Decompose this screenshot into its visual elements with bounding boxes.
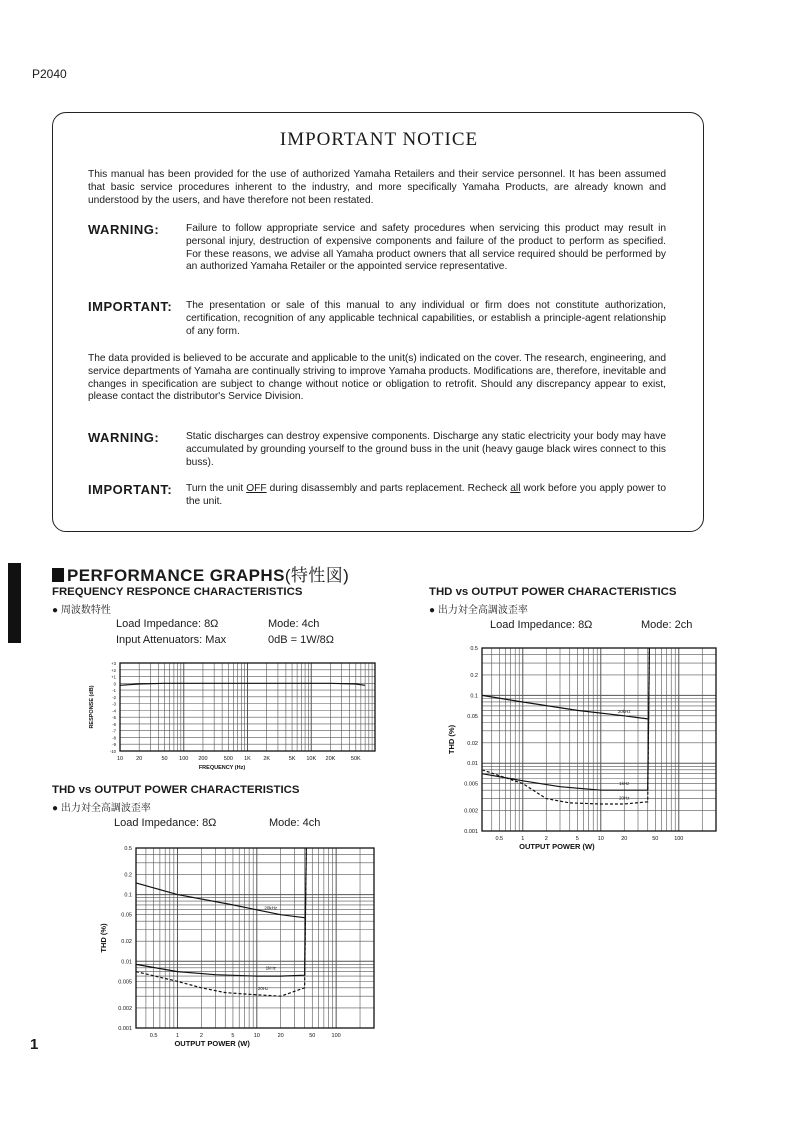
warning-label-1: WARNING: xyxy=(88,222,160,237)
freq-odb: 0dB = 1W/8Ω xyxy=(268,634,335,646)
thd-4ch-chart xyxy=(92,840,387,1055)
y-tick-label: 0.002 xyxy=(464,808,478,815)
y-tick-label: -3 xyxy=(112,701,116,707)
x-tick-label: 1K xyxy=(244,756,251,762)
x-tick-label: 50K xyxy=(350,756,361,762)
thd4-section-title: THD vs OUTPUT POWER CHARACTERISTICS xyxy=(52,784,300,796)
freq-section-jp: ● 周波数特性 xyxy=(52,605,111,616)
series-label-1khz: 1kHz xyxy=(619,780,630,786)
square-bullet-icon xyxy=(52,568,64,582)
y-tick-label: -9 xyxy=(112,742,116,748)
x-axis-label: OUTPUT POWER (W) xyxy=(174,1039,250,1048)
y-tick-label: 0.2 xyxy=(124,872,132,879)
freq-load: Load Impedance: 8Ω xyxy=(116,618,219,630)
x-tick-label: 20K xyxy=(325,756,336,762)
y-tick-label: 0 xyxy=(113,681,116,687)
series-label-20khz: 20kHz xyxy=(264,905,278,911)
y-tick-label: -5 xyxy=(112,715,116,721)
y-tick-label: +3 xyxy=(111,661,116,666)
important-text-1: The presentation or sale of this manual to any individual or firm does not constitute authorization, certification, recognition of any applicable technical capabilities, or establish a principle-agent relationship of any form. xyxy=(186,300,666,337)
y-tick-label: 0.02 xyxy=(467,740,478,747)
y-tick-label: 0.005 xyxy=(464,781,478,788)
performance-graphs-heading: PERFORMANCE GRAPHS(特性図) xyxy=(52,561,349,586)
x-tick-label: 500 xyxy=(223,756,233,762)
x-tick-label: 20 xyxy=(277,1033,284,1039)
data-disclaimer: The data provided is believed to be accurate and applicable to the unit(s) indicated on the cover. The research, engineering, and service departments of Yamaha are continually striving to improve Yamaha products. Modifications are, therefore, inevitable and changes in specification are subject to change without notice or obligation to retrofit. Should any discrepancy appear to exist, please contact the distributor's Service Division. xyxy=(88,353,666,403)
x-tick-label: 50 xyxy=(161,756,168,762)
x-tick-label: 2 xyxy=(199,1033,203,1039)
frequency-response-chart xyxy=(84,655,384,780)
thd2-mode: Mode: 2ch xyxy=(641,619,693,631)
x-tick-label: 10 xyxy=(116,756,124,762)
series-label-20hz: 20Hz xyxy=(257,986,269,992)
y-tick-label: 0.05 xyxy=(121,912,132,919)
series-label-1khz: 1kHz xyxy=(265,965,276,971)
y-tick-label: +2 xyxy=(111,667,116,673)
y-axis-label: RESPONSE (dB) xyxy=(89,685,95,729)
model-number: P2040 xyxy=(32,67,67,81)
y-tick-label: 0.1 xyxy=(470,693,478,700)
y-tick-label: 0.02 xyxy=(121,939,132,946)
x-tick-label: 5 xyxy=(575,836,579,842)
series-line-20khz xyxy=(482,695,648,719)
series-line-20khz xyxy=(136,883,305,918)
y-tick-label: -8 xyxy=(112,735,116,741)
important-notice-box xyxy=(52,112,704,532)
x-tick-label: 5 xyxy=(231,1033,235,1039)
y-tick-label: 0.001 xyxy=(464,829,478,835)
y-tick-label: -4 xyxy=(112,708,116,714)
important-label-2: IMPORTANT: xyxy=(88,482,173,497)
y-axis-label: THD (%) xyxy=(99,923,108,953)
warning-text-2: Static discharges can destroy expensive components. Discharge any static electricity your body may have accumulated by grounding yourself to the ground buss in the unit (heavy gauge black wires connect to this buss). xyxy=(186,431,666,468)
y-tick-label: -1 xyxy=(112,688,116,694)
page-number: 1 xyxy=(30,1036,39,1053)
thd4-mode: Mode: 4ch xyxy=(269,817,321,829)
y-tick-label: 0.01 xyxy=(467,761,478,768)
thd2-section-title: THD vs OUTPUT POWER CHARACTERISTICS xyxy=(429,586,677,598)
thd2-load: Load Impedance: 8Ω xyxy=(490,619,593,631)
freq-atten: Input Attenuators: Max xyxy=(116,634,227,646)
y-tick-label: 0.01 xyxy=(121,959,132,966)
y-tick-label: +1 xyxy=(111,674,116,680)
warning-label-2: WARNING: xyxy=(88,430,160,445)
plot-frame xyxy=(136,848,374,1028)
x-tick-label: 100 xyxy=(331,1033,341,1039)
series-line-response xyxy=(120,683,365,685)
x-tick-label: 1 xyxy=(175,1033,180,1039)
freq-section-title: FREQUENCY RESPONCE CHARACTERISTICS xyxy=(52,586,303,598)
y-tick-label: 0.005 xyxy=(118,979,132,986)
page-edge-tab xyxy=(8,563,21,643)
important-text-2: Turn the unit OFF during disassembly and parts replacement. Recheck all work before you apply power to the unit. xyxy=(186,483,666,507)
x-tick-label: 0.5 xyxy=(495,836,504,842)
x-tick-label: 2 xyxy=(544,836,548,842)
x-tick-label: 100 xyxy=(179,756,189,762)
thd4-section-jp: ● 出力対全高調波歪率 xyxy=(52,803,151,814)
series-label-20hz: 20Hz xyxy=(619,795,630,801)
plot-frame xyxy=(482,648,716,831)
y-tick-label: 0.5 xyxy=(470,646,478,652)
x-tick-label: 10 xyxy=(597,836,604,842)
y-tick-label: 0.05 xyxy=(467,713,478,720)
x-tick-label: 50 xyxy=(309,1033,316,1039)
important-label-1: IMPORTANT: xyxy=(88,299,173,314)
thd4-load: Load Impedance: 8Ω xyxy=(114,817,217,829)
x-tick-label: 0.5 xyxy=(149,1033,158,1039)
x-tick-label: 5K xyxy=(288,756,296,762)
warning-text-1: Failure to follow appropriate service and safety procedures when servicing this product may result in personal injury, destruction of expensive components and failure of the product to perform as specified. For these reasons, we advise all Yamaha product owners that all service required should be performed by an authorized Yamaha Retailer or the appointed service representative. xyxy=(186,223,666,273)
x-tick-label: 10 xyxy=(253,1033,260,1039)
y-tick-label: 0.001 xyxy=(118,1026,132,1032)
y-tick-label: -2 xyxy=(112,694,116,700)
x-tick-label: 2K xyxy=(263,756,271,762)
y-tick-label: 0.2 xyxy=(470,672,478,679)
x-tick-label: 20 xyxy=(136,756,143,762)
x-tick-label: 20 xyxy=(621,836,628,842)
thd2-section-jp: ● 出力対全高調波歪率 xyxy=(429,605,528,616)
x-tick-label: 50 xyxy=(652,836,659,842)
x-tick-label: 100 xyxy=(674,836,684,842)
y-tick-label: -10 xyxy=(109,749,116,754)
y-tick-label: -6 xyxy=(112,721,116,727)
x-axis-label: FREQUENCY (Hz) xyxy=(198,765,246,771)
x-tick-label: 1 xyxy=(521,836,525,842)
freq-mode: Mode: 4ch xyxy=(268,618,320,630)
x-axis-label: OUTPUT POWER (W) xyxy=(519,842,595,851)
series-label-20khz: 20kHz xyxy=(617,708,631,714)
y-tick-label: 0.002 xyxy=(118,1005,132,1012)
x-tick-label: 200 xyxy=(198,756,208,762)
notice-title: IMPORTANT NOTICE xyxy=(279,129,479,150)
y-axis-label: THD (%) xyxy=(447,724,456,755)
thd-2ch-chart xyxy=(440,641,730,856)
x-tick-label: 10K xyxy=(306,756,317,762)
y-tick-label: 0.5 xyxy=(124,846,132,852)
y-tick-label: -7 xyxy=(112,728,116,734)
notice-intro: This manual has been provided for the use of authorized Yamaha Retailers and their service personnel. It has been assumed that basic service procedures inherent to the industry, and more specifically Yamaha Products, are already known and understood by the users, and have therefore not been restated. xyxy=(88,169,666,206)
y-tick-label: 0.1 xyxy=(124,892,132,899)
